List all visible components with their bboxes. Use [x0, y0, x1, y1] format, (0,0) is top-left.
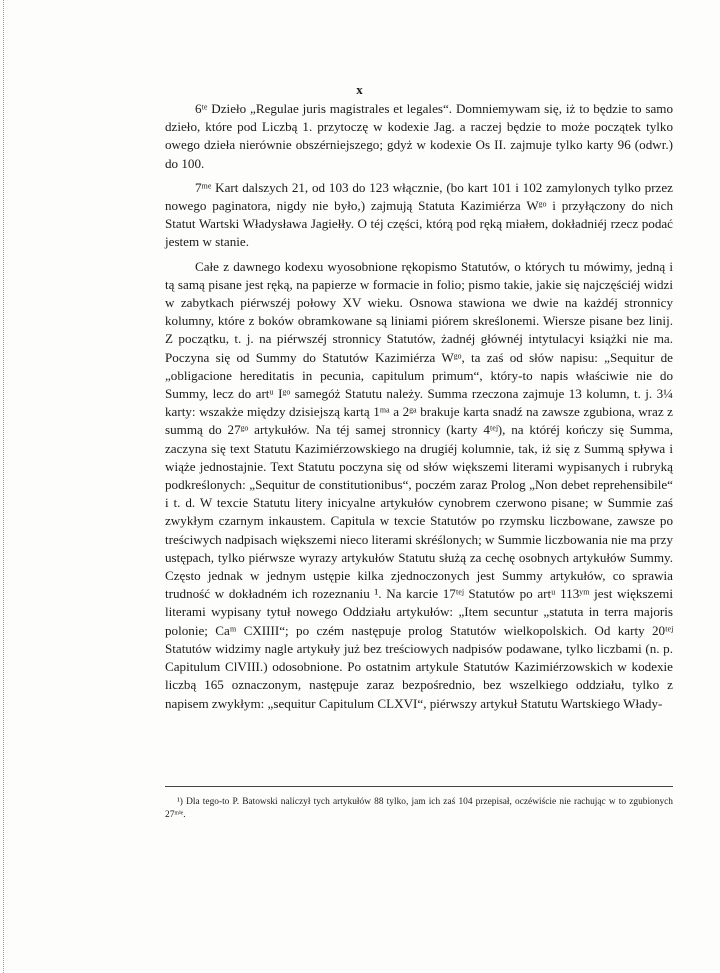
paragraph-7: 7ᵐᵉ Kart dalszych 21, od 103 do 123 włącznie, (bo kart 101 i 102 zamylonych tylko przez nowego paginatora, nigdy nie było,) zajmują Statuta Kazimiérza Wᵍᵒ i przyłączony do nich Statut Wartski Władysława Jagiełły. O téj części, którą pod ręką miałem, dokładniéj rzecz podać jestem w stanie. [165, 179, 673, 250]
paragraph-description: Całe z dawnego kodexu wyosobnione rękopismo Statutów, o których tu mówimy, jedną i tą samą pisane jest ręką, na papierze w formacie in folio; pismo takie, jakie się najczęściéj widzi w zabytkach piérwszéj połowy XV wieku. Osnowa stawiona we dwie na każdéj stronnicy kolumny, które z boków obramkowane są liniami piórem skreślonemi. Wiersze pisane bez linij. Z początku, t. j. na piérwszéj stronnicy Statutów, żadnéj głównéj intytulacyi książki nie ma. Poczyna się od Summy do Statutów Kazimiérza Wᵍᵒ, ta zaś od słów napisu: „Sequitur de „obligacione hereditatis in pecunia, capitulum primum“, który-to napis właściwie nie do Summy, lecz do artᵘ Iᵍᵒ samegóż Statutu należy. Summa rzeczona zajmuje 13 kolumn, t. j. 3¼ karty: wszakże między dzisiejszą kartą 1ᵐᵃ a 2ᵍᵃ brakuje karta snadź na zawsze zgubiona, wraz z summą do 27ᵍᵒ artykułów. Na téj samej stronnicy (karty 4ᵗᵉʲ), na któréj kończy się Summa, zaczyna się text Statutu Kazimiérzowskiego na drugiéj kolumnie, tak, iż się z Summą spływa i wiąże jednostajnie. Text Statutu poczyna się od słów większemi literami wypisanych i rubryką podkreślonych: „Sequitur de constitutionibus“, poczém zaraz Prolog „Non debet reprehensibile“ i t. d. W texcie Statutu litery inicyalne artykułów cynobrem czerwono pisane; w Summie zaś zwykłym czarnym inkaustem. Capitula w texcie Statutów po rzymsku liczbowane, zawsze po treściwych nadpisach większemi nieco literami skréślonych; w Summie liczbowania nie ma przy ustępach, tylko piérwsze wyrazy artykułów Statutu służą za cechę osobnych artykułów Summy. Często jednak w jednym ustępie kilka zjednoczonych jest Summy artykułów, co sprawia trudność w dokładném ich rozeznaniu ¹. Na karcie 17ᵗᵉʲ Statutów po artᵘ 113ʸᵐ jest większemi literami wypisany tytuł nowego Oddziału artykułów: „Item secuntur „statuta in terra majoris polonie; Caᵐ CXIIII“; po czém następuje prolog Statutów wielkopolskich. Od karty 20ᵗᵉʲ Statutów widzimy nagle artykuły już bez treściowych nadpisów podawane, tylko liczbami (n. p. Capitulum ClVIII.) odosobnione. Po ostatnim artykule Statutów Kazimiérzowskich w kodexie liczbą 165 oznaczonym, następuje zaraz bezpośrednio, bez wszelkiego oddziału, tylko z napisem zwykłym: „sequitur Capitulum CLXVI“, piérwszy artykuł Statutu Wartskiego Włady- [165, 258, 673, 711]
page-number: x [356, 82, 364, 97]
footnote-divider [165, 786, 673, 787]
paragraph-6: 6ᵗᵉ Dzieło „Regulae juris magistrales et legales“. Domniemywam się, iż to będzie to samo dzieło, które pod Liczbą 1. przytoczę w kodexie Jag. a raczej będzie to może początek tylko owego dzieła nierównie obszérniejszego; gdyż w kodexie Os II. zajmuje tylko karty 96 (odwr.) do 100. [165, 101, 673, 171]
footnote: ¹) Dla tego-to P. Batowski naliczył tych artykułów 88 tylko, jam ich zaś 104 przepisał, oczéwiście nie rachując w to zgubionych 27ᵐⁱᵉ. [165, 797, 673, 820]
page-spine-edge [3, 0, 4, 973]
main-text [165, 100, 673, 713]
